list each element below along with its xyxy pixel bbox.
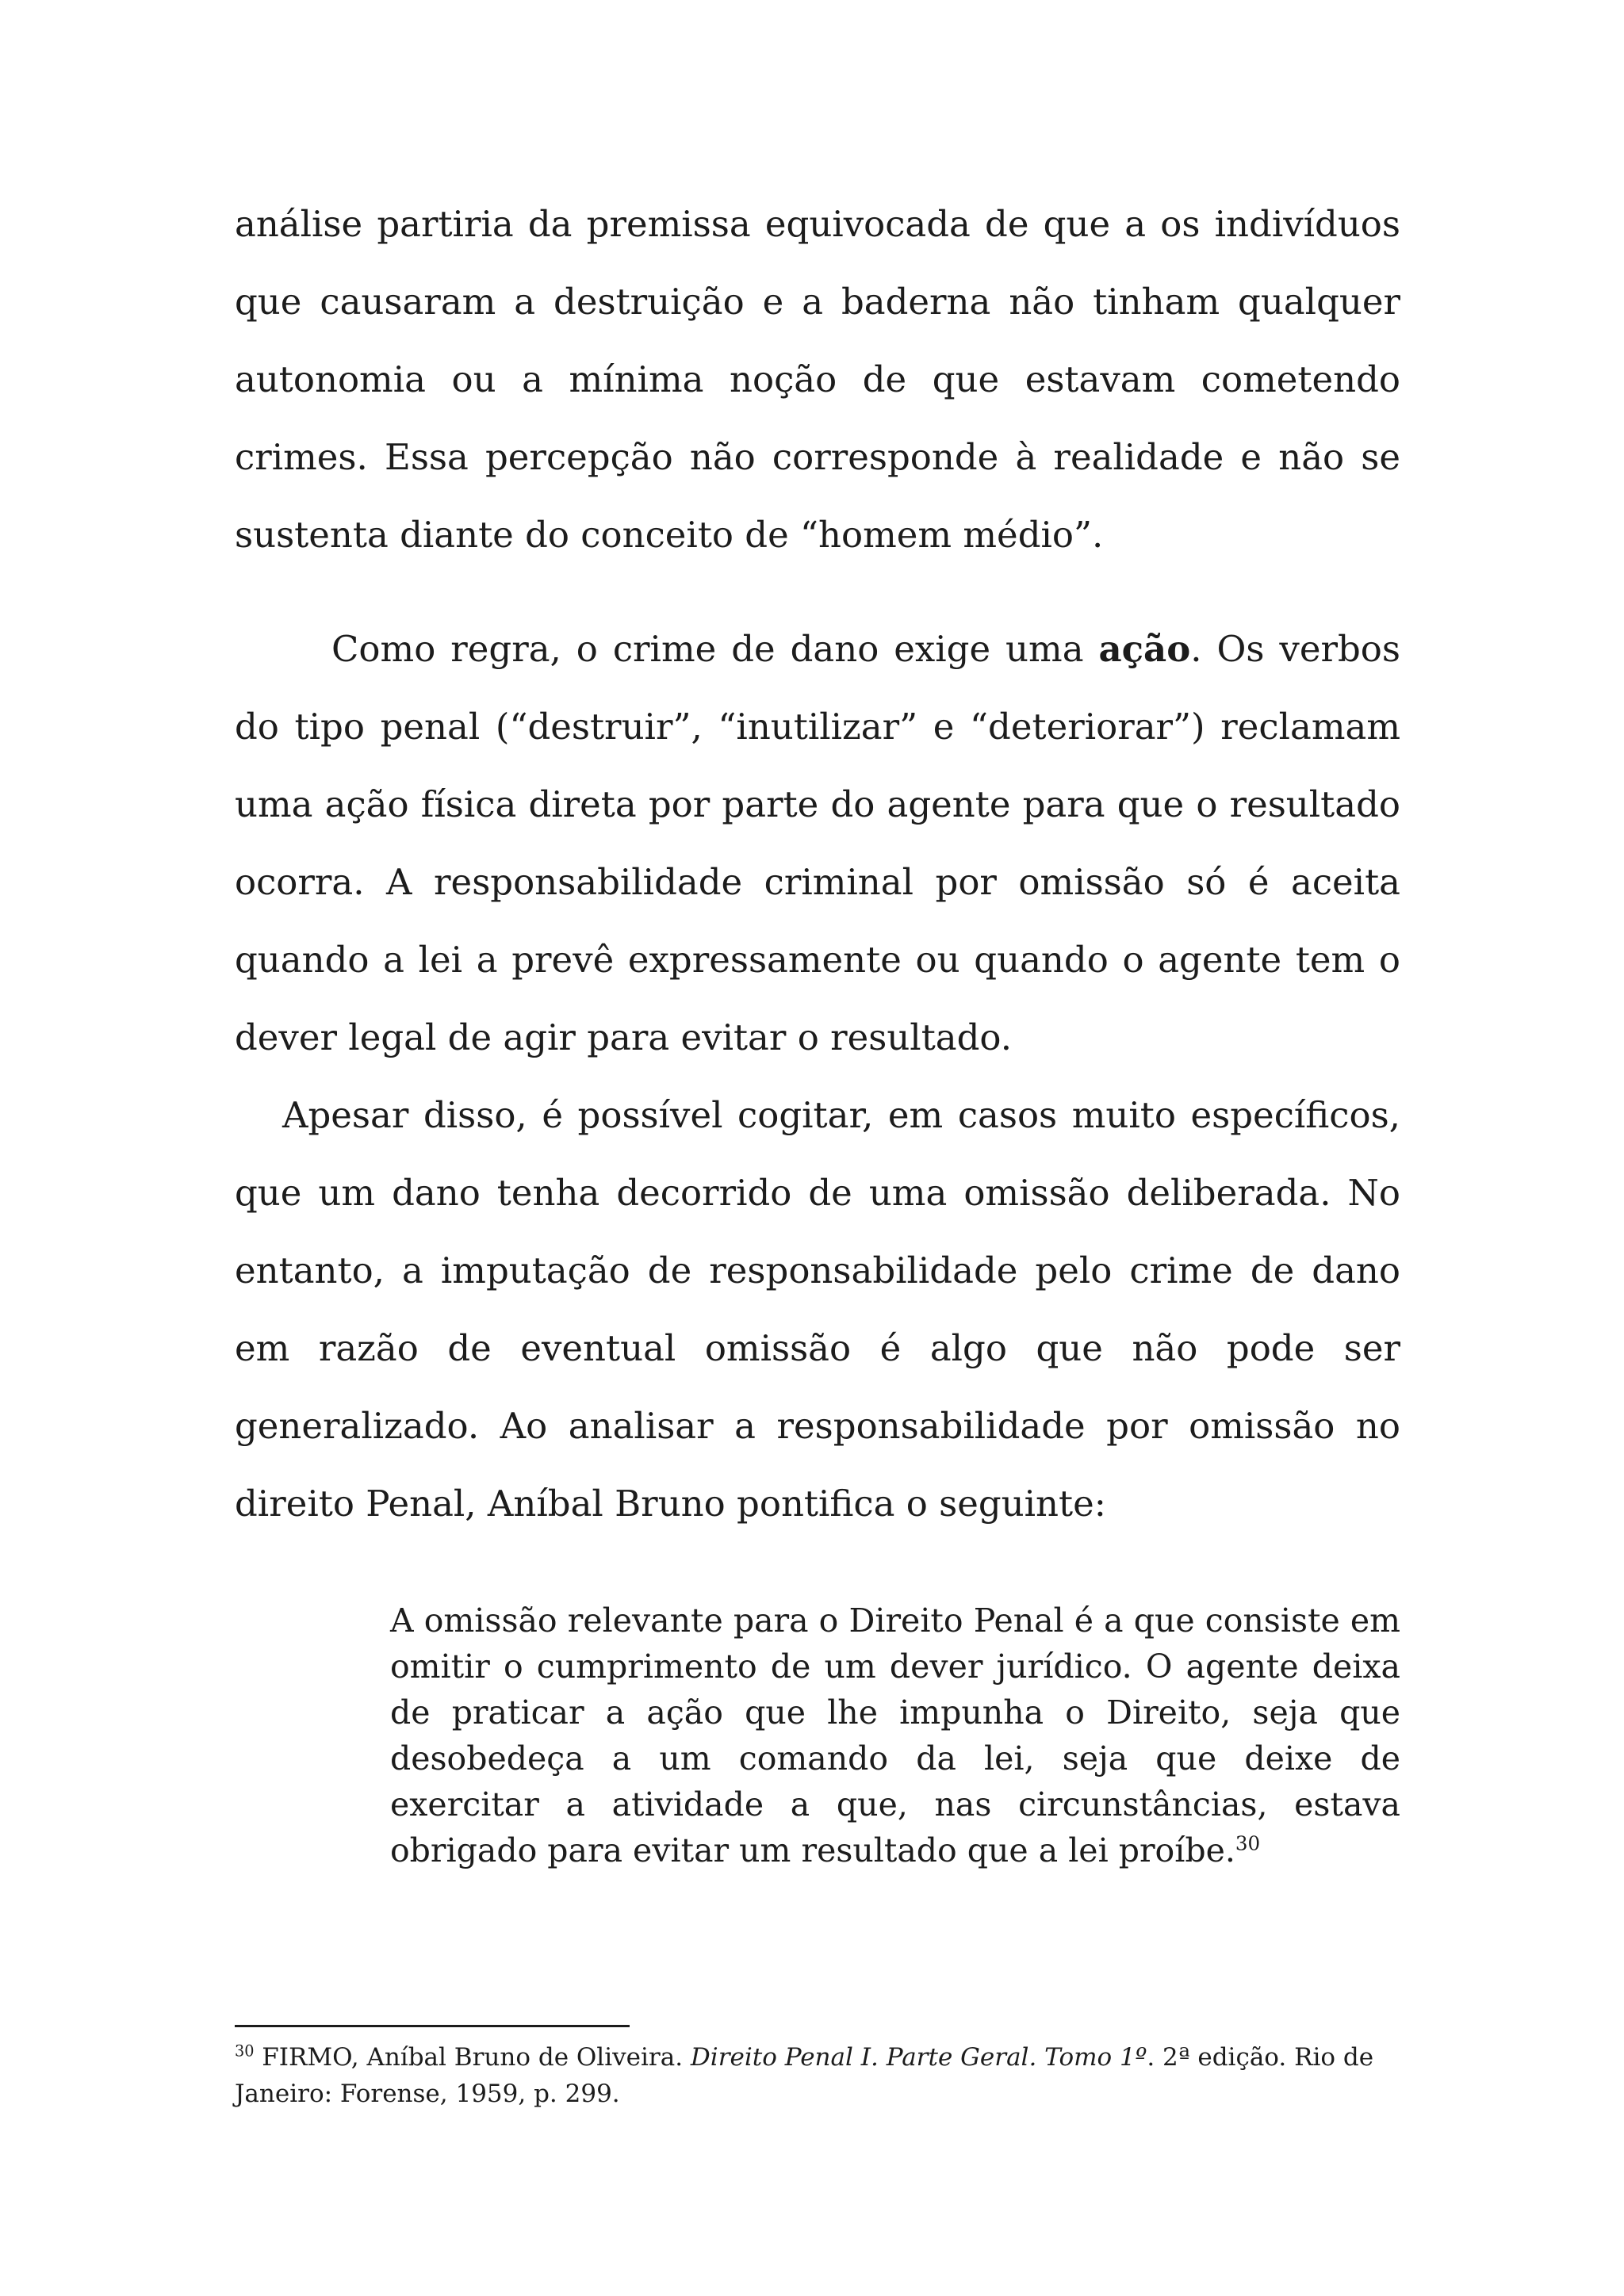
- paragraph-2-bold-term: ação: [1098, 628, 1191, 670]
- footnote-details: . 2ª edição. Rio de Janeiro: Forense, 1959, p. 299.: [235, 2043, 1374, 2108]
- footnote: [235, 2039, 1400, 2112]
- paragraph-3-text: Apesar disso, é possível cogitar, em casos muito específicos, que um dano tenha decorrido de uma omissão deliberada. No entanto, a imputação de responsabilidade pelo crime de dano em razão de eventual omissão é algo que não pode ser generalizado. Ao analisar a responsabilidade por omissão no direito Penal, Aníbal Bruno pontifica o seguinte:: [235, 1094, 1400, 1525]
- footnote-number: 30: [235, 2042, 255, 2061]
- paragraph-2-text-end: . Os verbos do tipo penal (“destruir”, “inutilizar” e “deteriorar”) reclamam uma ação física direta por parte do agente para que o resultado ocorra. A responsabilidade criminal por omissão só é aceita quando a lei a prevê expressamente ou quando o agente tem o dever legal de agir para evitar o resultado.: [235, 628, 1400, 1058]
- paragraph-3: [235, 1077, 1400, 1543]
- paragraph-1-text: análise partiria da premissa equivocada de que a os indivíduos que causaram a destruição e a baderna não tinham qualquer autonomia ou a mínima noção de que estavam cometendo crimes. Essa percepção não corresponde à realidade e não se sustenta diante do conceito de “homem médio”.: [235, 203, 1400, 556]
- footnote-separator: [235, 2025, 630, 2027]
- block-quote-text: A omissão relevante para o Direito Penal é a que consiste em omitir o cumprimento de um dever jurídico. O agente deixa de praticar a ação que lhe impunha o Direito, seja que desobedeça a um comando da lei, seja que deixe de exercitar a atividade a que, nas circunstâncias, estava obrigado para evitar um resultado que a lei proíbe.: [390, 1601, 1400, 1869]
- footnote-author: FIRMO, Aníbal Bruno de Oliveira.: [262, 2043, 691, 2072]
- paragraph-2: [235, 610, 1400, 1077]
- footnote-title: Direito Penal I. Parte Geral. Tomo 1º: [690, 2043, 1147, 2072]
- block-quote: [390, 1598, 1400, 1873]
- paragraph-2-text-start: Como regra, o crime de dano exige uma: [331, 628, 1099, 670]
- footnote-reference: 30: [1235, 1831, 1261, 1855]
- paragraph-1: [235, 186, 1400, 574]
